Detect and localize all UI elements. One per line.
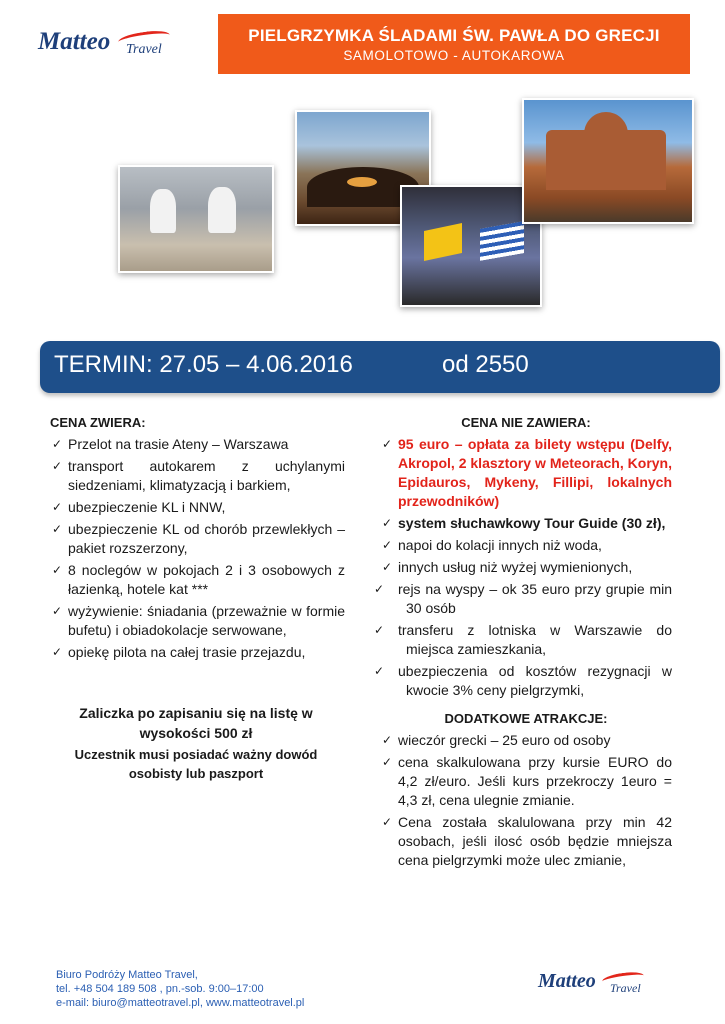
footer-contact [56,968,304,1010]
photo-evzones-guards [118,165,274,273]
termin-bar [40,341,720,393]
check-icon: ✓ [52,604,63,618]
check-icon: ✓ [382,538,393,552]
logo-main-text: Matteo [38,28,111,55]
check-icon: ✓ [374,664,385,678]
footer-logo [538,970,658,1000]
title-banner [218,14,690,74]
footer-email-web[interactable]: e-mail: biuro@matteotravel.pl, www.matteotravel.pl [56,997,305,1009]
list-item: ✓ cena skalkulowana przy kursie EURO do 4,2 zł/euro. Jeśli kurs przekroczy 1euro = 4,3 zł, cena ulegnie zmianie. [382,754,672,808]
includes-section [50,413,345,665]
check-icon: ✓ [52,500,63,514]
check-icon: ✓ [374,623,385,637]
footer-logo-sub: Travel [610,981,641,995]
check-icon: ✓ [382,755,393,769]
includes-heading: CENA ZWIERA: [50,415,146,430]
check-icon: ✓ [52,522,63,536]
check-icon: ✓ [52,459,63,473]
includes-list [50,435,345,662]
deposit-notice [55,703,337,783]
list-item: ✓ ubezpieczenia od kosztów rezygnacji w kwocie 3% ceny pielgrzymki, [374,663,672,698]
excludes-heading: CENA NIE ZAWIERA: [461,415,591,430]
check-icon: ✓ [382,437,393,451]
check-icon: ✓ [382,815,393,829]
list-item: ✓ opiekę pilota na całej trasie przejazdu, [52,644,306,660]
check-icon: ✓ [52,645,63,659]
check-icon: ✓ [382,560,393,574]
list-item: ✓ wyżywienie: śniadania (przeważnie w formie bufetu) i obiadokolacje serwowane, [52,603,345,638]
list-item: ✓ transport autokarem z uchylanymi siedzeniami, klimatyzacją i barkiem, [52,458,345,493]
extras-section [380,709,672,873]
excludes-section [374,413,672,703]
banner-title: PIELGRZYMKA ŚLADAMI ŚW. PAWŁA DO GRECJI [248,26,660,45]
list-item: ✓ ubezpieczenie KL od chorób przewlekłych – pakiet rozszerzony, [52,521,345,556]
check-icon: ✓ [52,437,63,451]
list-item: ✓ transferu z lotniska w Warszawie do miejsca zamieszkania, [374,622,672,657]
list-item: ✓ wieczór grecki – 25 euro od osoby [382,732,611,748]
excludes-list [374,435,672,700]
list-item: ✓ 95 euro – opłata za bilety wstępu (Delfy, Akropol, 2 klasztory w Meteorach, Koryn, Epidauros, Mykeny, Fillipi, lokalnych przewodników) [382,436,672,509]
photo-church [522,98,694,224]
check-icon: ✓ [382,516,393,530]
deposit-text: Zaliczka po zapisaniu się na listę w wysokości 500 zł [79,705,313,741]
termin-price: od 2550 [442,351,529,378]
banner-subtitle: SAMOLOTOWO - AUTOKAROWA [343,48,565,63]
id-requirement-text: Uczestnik musi posiadać ważny dowód osobisty lub paszport [74,747,318,781]
matteo-travel-logo [38,28,188,68]
list-item: ✓ ubezpieczenie KL i NNW, [52,499,226,515]
check-icon: ✓ [382,733,393,747]
check-icon: ✓ [52,563,63,577]
footer-logo-main: Matteo [538,970,596,992]
list-item: ✓ Przelot na trasie Ateny – Warszawa [52,436,289,452]
footer-company: Biuro Podróży Matteo Travel, [56,969,198,981]
extras-list [380,731,672,870]
footer-phone: tel. +48 504 189 508 , pn.-sob. 9:00–17:00 [56,983,264,995]
list-item: ✓ 8 noclegów w pokojach 2 i 3 osobowych z łazienką, hotele kat *** [52,562,345,597]
list-item: ✓ rejs na wyspy – ok 35 euro przy grupie min 30 osób [374,581,672,616]
termin-dates: TERMIN: 27.05 – 4.06.2016 [54,351,353,378]
list-item: ✓ innych usług niż wyżej wymienionych, [382,559,633,575]
list-item: ✓ system słuchawkowy Tour Guide (30 zł), [382,515,666,531]
logo-sub-text: Travel [126,42,162,57]
extras-heading: DODATKOWE ATRAKCJE: [444,711,608,726]
list-item: ✓ Cena została skalulowana przy min 42 osobach, jeśli ilosć osób będzie mniejsza cena pielgrzymki może ulec zmianie, [382,814,672,868]
check-icon: ✓ [374,582,385,596]
list-item: ✓ napoi do kolacji innych niż woda, [382,537,602,553]
photo-flags [400,185,542,307]
